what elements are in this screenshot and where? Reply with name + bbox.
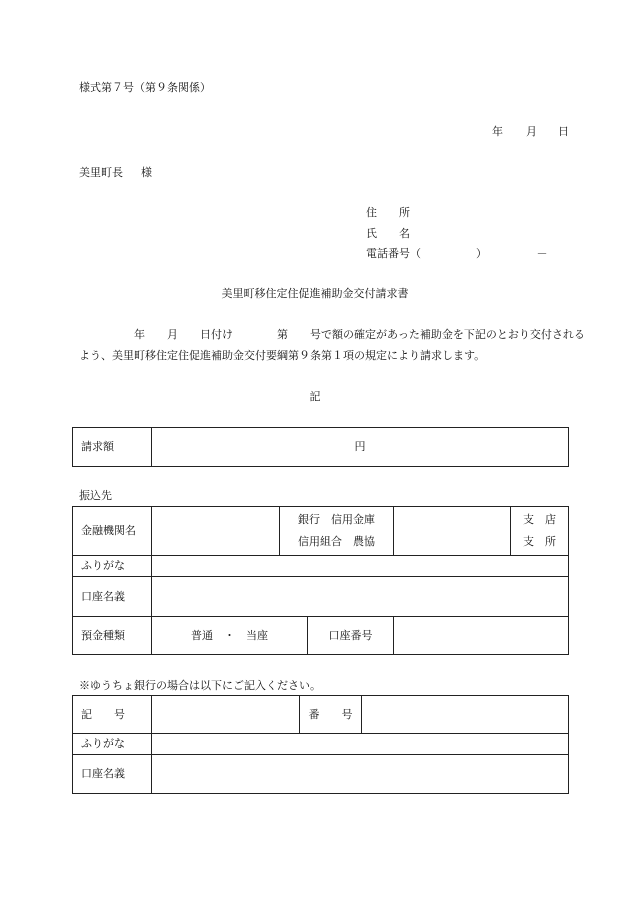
name-label: 氏 名 <box>366 227 410 240</box>
branch-line1: 支 店 <box>523 513 556 526</box>
holder-input[interactable] <box>152 577 569 617</box>
branch-name-input[interactable] <box>394 507 511 556</box>
claim-unit: 円 <box>354 440 366 453</box>
bank-label: 金融機関名 <box>73 507 152 556</box>
bank-name-input[interactable] <box>152 507 280 556</box>
branch-types <box>511 507 569 556</box>
yucho-symbol-input[interactable] <box>152 696 300 734</box>
yucho-table <box>72 695 569 794</box>
recipient-name: 美里町長 <box>79 166 123 179</box>
account-number-label: 口座番号 <box>308 617 394 655</box>
transfer-table <box>72 506 569 655</box>
claim-amount-cell[interactable] <box>152 428 569 467</box>
document-title: 美里町移住定住促進補助金交付請求書 <box>221 287 409 300</box>
claim-label: 請求額 <box>73 428 152 467</box>
claim-table <box>72 427 569 467</box>
body-line-2: よう、美里町移住定住促進補助金交付要綱第９条第１項の規定により請求します。 <box>79 349 486 362</box>
furigana-input[interactable] <box>152 556 569 577</box>
bank-types <box>280 507 394 556</box>
transfer-heading: 振込先 <box>79 489 112 502</box>
ki-heading: 記 <box>309 390 321 403</box>
bank-types-line2: 信用組合 農協 <box>298 535 375 548</box>
account-number-input[interactable] <box>394 617 569 655</box>
date-year-label: 年 <box>492 125 503 138</box>
yucho-holder-input[interactable] <box>152 755 569 794</box>
yucho-furigana-label: ふりがな <box>73 734 152 755</box>
date-day-label: 日 <box>558 125 569 138</box>
account-type-options[interactable]: 普通 ・ 当座 <box>152 617 308 655</box>
yucho-note: ※ゆうちょ銀行の場合は以下にご記入ください。 <box>79 679 321 692</box>
furigana-label: ふりがな <box>73 556 152 577</box>
phone-label: 電話番号（ ） － <box>366 247 548 260</box>
holder-label: 口座名義 <box>73 577 152 617</box>
yucho-symbol-label: 記 号 <box>73 696 152 734</box>
form-number: 様式第７号（第９条関係） <box>79 81 211 94</box>
yucho-furigana-input[interactable] <box>152 734 569 755</box>
bank-types-line1: 銀行 信用金庫 <box>298 513 375 526</box>
body-line-1: 年 月 日付け 第 号で額の確定があった補助金を下記のとおり交付される <box>79 328 585 341</box>
account-type-label: 預金種類 <box>73 617 152 655</box>
yucho-number-input[interactable] <box>362 696 569 734</box>
yucho-number-label: 番 号 <box>300 696 362 734</box>
address-label: 住 所 <box>366 206 410 219</box>
branch-line2: 支 所 <box>523 535 556 548</box>
yucho-holder-label: 口座名義 <box>73 755 152 794</box>
date-month-label: 月 <box>526 125 537 138</box>
recipient-honorific: 様 <box>141 166 152 179</box>
